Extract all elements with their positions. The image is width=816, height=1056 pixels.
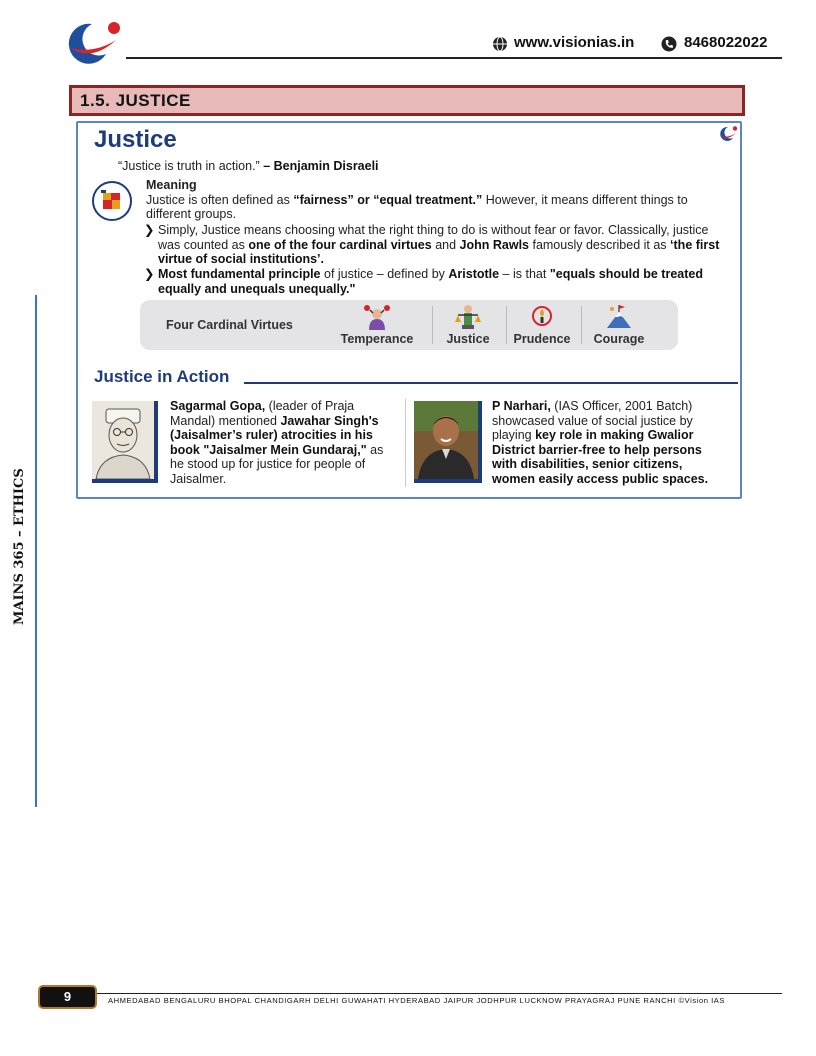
card-title: Justice xyxy=(94,126,177,153)
p-narhari-text xyxy=(492,399,728,486)
person-name: Sagarmal Gopa, xyxy=(170,399,266,413)
bullet-text: – is that xyxy=(499,267,550,281)
meaning-text-part: However, it means different things to different groups. xyxy=(146,193,688,221)
virtue-label: Prudence xyxy=(513,332,571,346)
meaning-text-part: Justice is often defined as xyxy=(146,193,294,207)
bullet-bold: Most fundamental principle xyxy=(158,267,321,281)
meaning-heading: Meaning xyxy=(146,178,197,192)
page-number: 9 xyxy=(38,985,97,1009)
bullet-bold: "equals should be treated equally and unequals unequally." xyxy=(158,267,703,296)
puzzle-icon xyxy=(92,181,132,221)
meaning-text-bold: “fairness” or “equal treatment.” xyxy=(293,193,483,207)
quote-author: – Benjamin Disraeli xyxy=(263,159,379,173)
person-text-bold: Jawahar Singh's (Jaisalmer’s ruler) atrocities in his book "Jaisalmer Mein Gundaraj," xyxy=(170,413,379,457)
column-divider xyxy=(405,399,406,487)
side-margin-line xyxy=(35,295,37,807)
chevron-right-icon: ❯ xyxy=(144,223,155,237)
phone-icon xyxy=(661,36,677,52)
prudence-icon xyxy=(528,304,556,330)
meaning-text xyxy=(146,193,731,221)
globe-icon xyxy=(492,36,508,52)
quote xyxy=(118,159,379,173)
side-label: MAINS 365 – ETHICS xyxy=(12,468,27,625)
virtue-temperance xyxy=(340,302,414,348)
footer-rule xyxy=(97,993,782,994)
scales-icon xyxy=(454,304,482,330)
person-text: (IAS Officer, 2001 Batch) showcased value of social justice by playing xyxy=(492,399,693,442)
virtue-courage xyxy=(582,302,656,348)
action-heading-rule xyxy=(244,382,738,384)
header-rule xyxy=(126,57,782,59)
phone-number[interactable]: 8468022022 xyxy=(684,34,768,51)
virtue-label: Justice xyxy=(446,332,490,346)
virtue-justice xyxy=(431,302,505,348)
bullet-item xyxy=(144,223,733,267)
person-text: (leader of Praja Mandal) mentioned xyxy=(170,399,355,428)
chevron-right-icon: ❯ xyxy=(144,267,155,281)
virtue-label: Courage xyxy=(593,332,645,346)
bullet-text: and xyxy=(431,237,460,252)
mountain-flag-icon xyxy=(605,304,633,330)
bullet-text: famously described it as xyxy=(529,237,671,252)
virtue-prudence xyxy=(505,302,579,348)
bullet-bold: Aristotle xyxy=(448,267,500,281)
bullet-text: Simply, Justice means choosing what the right thing to do is without fear or favor. Classically, justice was counted as xyxy=(158,223,709,252)
card-logo-icon xyxy=(718,125,738,143)
justice-in-action-heading: Justice in Action xyxy=(94,367,230,386)
bullet-bold: one of the four cardinal virtues xyxy=(248,237,432,252)
virtues-label: Four Cardinal Virtues xyxy=(166,318,293,332)
cardinal-virtues-panel xyxy=(140,300,678,350)
sagarmal-gopa-text xyxy=(170,399,400,486)
section-title: 1.5. JUSTICE xyxy=(80,91,191,110)
footer-cities: AHMEDABAD BENGALURU BHOPAL CHANDIGARH DELHI GUWAHATI HYDERABAD JAIPUR JODHPUR LUCKNOW PRAYAGRAJ PUNE RANCHI ©Vision IAS xyxy=(108,996,726,1005)
person-name: P Narhari, xyxy=(492,399,551,413)
person-text-bold: key role in making Gwalior District barrier-free to help persons with disabilities, senior citizens, women easily access public spaces. xyxy=(492,428,709,486)
bullet-bold: ‘the first virtue of social institutions’. xyxy=(158,237,720,266)
bullet-text: of justice – defined by xyxy=(320,267,449,281)
person-text: as he stood up for justice for people of Jaisalmer. xyxy=(170,442,384,486)
justice-infographic xyxy=(76,121,742,499)
p-narhari-portrait xyxy=(414,401,482,483)
bullet-item xyxy=(144,267,738,296)
website-link[interactable]: www.visionias.in xyxy=(514,34,635,51)
sagarmal-gopa-portrait xyxy=(92,401,158,483)
virtue-label: Temperance xyxy=(340,332,414,346)
temperance-icon xyxy=(363,304,391,330)
vision-ias-logo xyxy=(62,18,124,66)
bullet-bold: John Rawls xyxy=(459,237,529,252)
section-heading-bar xyxy=(69,85,745,116)
quote-text: “Justice is truth in action.” xyxy=(118,159,264,173)
